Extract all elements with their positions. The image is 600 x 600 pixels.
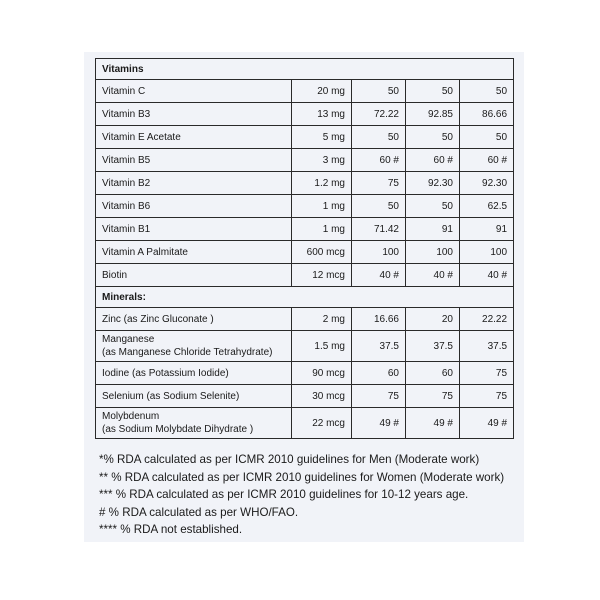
vitamin-row bbox=[96, 149, 514, 172]
rda-men: 16.66 bbox=[352, 308, 406, 331]
nutrient-name: Iodine (as Potassium Iodide) bbox=[96, 362, 292, 385]
mineral-row bbox=[96, 385, 514, 408]
amount-per-serving: 1.5 mg bbox=[292, 331, 352, 362]
footnote: ** % RDA calculated as per ICMR 2010 guidelines for Women (Moderate work) bbox=[99, 470, 505, 484]
rda-children: 91 bbox=[460, 218, 514, 241]
rda-women: 60 bbox=[406, 362, 460, 385]
rda-women: 60 # bbox=[406, 149, 460, 172]
rda-children: 50 bbox=[460, 126, 514, 149]
rda-women: 37.5 bbox=[406, 331, 460, 362]
rda-men: 49 # bbox=[352, 408, 406, 439]
rda-children: 92.30 bbox=[460, 172, 514, 195]
nutrient-name bbox=[96, 408, 292, 439]
rda-men: 40 # bbox=[352, 264, 406, 287]
rda-children: 40 # bbox=[460, 264, 514, 287]
footnote: **** % RDA not established. bbox=[99, 523, 243, 536]
amount-per-serving: 12 mcg bbox=[292, 264, 352, 287]
nutrient-name: Vitamin E Acetate bbox=[96, 126, 292, 149]
amount-per-serving: 20 mg bbox=[292, 80, 352, 103]
rda-women: 20 bbox=[406, 308, 460, 331]
rda-women: 50 bbox=[406, 126, 460, 149]
nutrient-name: Selenium (as Sodium Selenite) bbox=[96, 385, 292, 408]
nutrient-name: Vitamin B3 bbox=[96, 103, 292, 126]
vitamin-row bbox=[96, 195, 514, 218]
rda-men: 50 bbox=[352, 80, 406, 103]
rda-women: 92.30 bbox=[406, 172, 460, 195]
nutrient-name-line: Manganese bbox=[102, 334, 155, 345]
rda-men: 50 bbox=[352, 195, 406, 218]
nutrient-name: Zinc (as Zinc Gluconate ) bbox=[96, 308, 292, 331]
vitamins-section-row bbox=[96, 59, 514, 80]
nutrient-name-line: Molybdenum bbox=[102, 411, 160, 422]
footnote: # % RDA calculated as per WHO/FAO. bbox=[99, 505, 299, 519]
amount-per-serving: 3 mg bbox=[292, 149, 352, 172]
rda-women: 50 bbox=[406, 195, 460, 218]
nutrient-source-line: (as Manganese Chloride Tetrahydrate) bbox=[102, 347, 273, 358]
rda-women: 40 # bbox=[406, 264, 460, 287]
rda-men: 72.22 bbox=[352, 103, 406, 126]
amount-per-serving: 2 mg bbox=[292, 308, 352, 331]
rda-men: 60 bbox=[352, 362, 406, 385]
mineral-row bbox=[96, 408, 514, 439]
nutrient-name: Vitamin B2 bbox=[96, 172, 292, 195]
rda-men: 60 # bbox=[352, 149, 406, 172]
minerals-header: Minerals: bbox=[96, 287, 514, 308]
vitamin-row bbox=[96, 172, 514, 195]
rda-men: 50 bbox=[352, 126, 406, 149]
rda-men: 100 bbox=[352, 241, 406, 264]
nutrient-name: Vitamin B6 bbox=[96, 195, 292, 218]
amount-per-serving: 1.2 mg bbox=[292, 172, 352, 195]
rda-children: 22.22 bbox=[460, 308, 514, 331]
rda-women: 92.85 bbox=[406, 103, 460, 126]
rda-women: 75 bbox=[406, 385, 460, 408]
nutrient-name: Vitamin C bbox=[96, 80, 292, 103]
vitamin-row bbox=[96, 264, 514, 287]
rda-men: 37.5 bbox=[352, 331, 406, 362]
vitamins-header: Vitamins bbox=[96, 59, 514, 80]
nutrient-source-line: (as Sodium Molybdate Dihydrate ) bbox=[102, 424, 254, 435]
amount-per-serving: 90 mcg bbox=[292, 362, 352, 385]
vitamin-row bbox=[96, 218, 514, 241]
rda-women: 50 bbox=[406, 80, 460, 103]
footnote: *** % RDA calculated as per ICMR 2010 guidelines for 10-12 years age. bbox=[99, 488, 469, 501]
vitamin-row bbox=[96, 80, 514, 103]
rda-women: 91 bbox=[406, 218, 460, 241]
vitamin-row bbox=[96, 241, 514, 264]
rda-children: 75 bbox=[460, 362, 514, 385]
rda-men: 75 bbox=[352, 172, 406, 195]
rda-children: 62.5 bbox=[460, 195, 514, 218]
rda-children: 49 # bbox=[460, 408, 514, 439]
rda-women: 100 bbox=[406, 241, 460, 264]
rda-children: 86.66 bbox=[460, 103, 514, 126]
amount-per-serving: 22 mcg bbox=[292, 408, 352, 439]
footnote: *% RDA calculated as per ICMR 2010 guidelines for Men (Moderate work) bbox=[99, 453, 480, 466]
nutrient-name: Vitamin B1 bbox=[96, 218, 292, 241]
nutrition-table-body bbox=[96, 59, 514, 439]
minerals-section-row bbox=[96, 287, 514, 308]
mineral-row bbox=[96, 308, 514, 331]
mineral-row bbox=[96, 362, 514, 385]
rda-men: 71.42 bbox=[352, 218, 406, 241]
vitamin-row bbox=[96, 103, 514, 126]
amount-per-serving: 600 mcg bbox=[292, 241, 352, 264]
amount-per-serving: 5 mg bbox=[292, 126, 352, 149]
amount-per-serving: 13 mg bbox=[292, 103, 352, 126]
rda-children: 37.5 bbox=[460, 331, 514, 362]
nutrient-name: Vitamin B5 bbox=[96, 149, 292, 172]
rda-children: 100 bbox=[460, 241, 514, 264]
amount-per-serving: 1 mg bbox=[292, 218, 352, 241]
nutrient-name: Biotin bbox=[96, 264, 292, 287]
vitamin-row bbox=[96, 126, 514, 149]
amount-per-serving: 30 mcg bbox=[292, 385, 352, 408]
nutrient-name: Vitamin A Palmitate bbox=[96, 241, 292, 264]
rda-children: 75 bbox=[460, 385, 514, 408]
nutrition-table bbox=[95, 58, 514, 439]
rda-women: 49 # bbox=[406, 408, 460, 439]
amount-per-serving: 1 mg bbox=[292, 195, 352, 218]
footnotes bbox=[99, 451, 519, 539]
mineral-row bbox=[96, 331, 514, 362]
rda-children: 50 bbox=[460, 80, 514, 103]
nutrient-name bbox=[96, 331, 292, 362]
rda-men: 75 bbox=[352, 385, 406, 408]
rda-children: 60 # bbox=[460, 149, 514, 172]
